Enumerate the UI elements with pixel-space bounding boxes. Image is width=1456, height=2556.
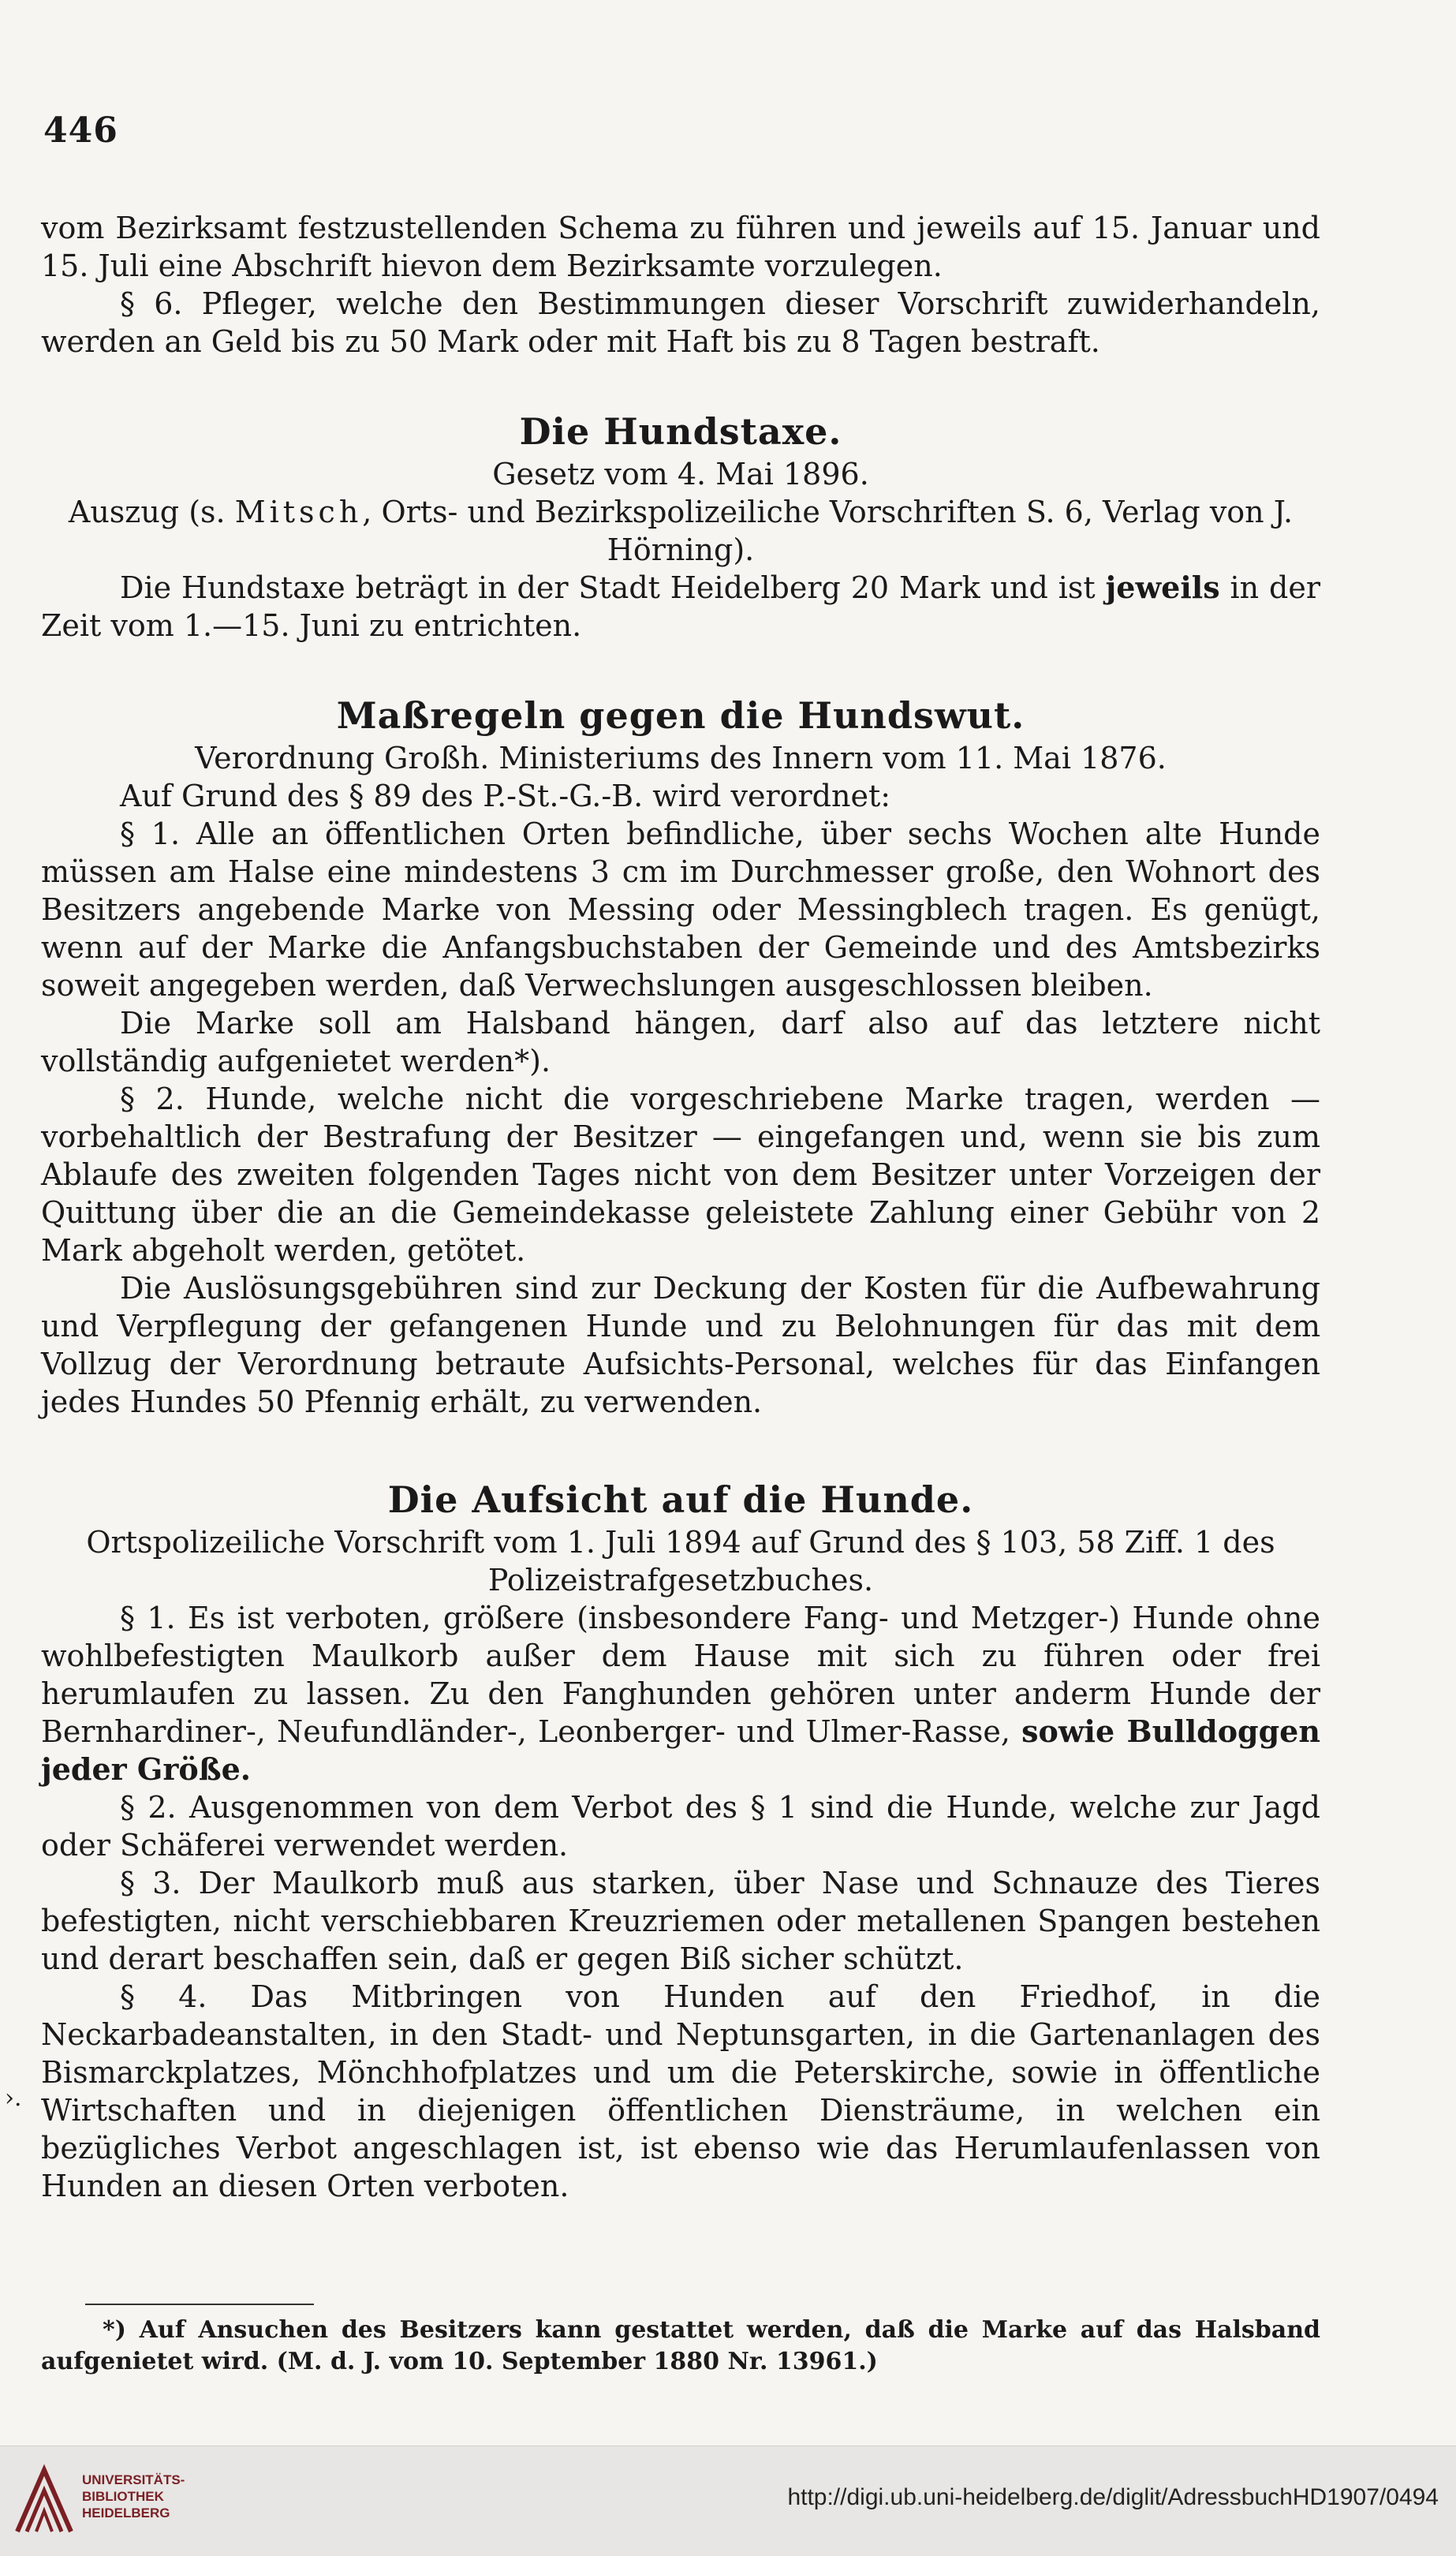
hundswut-p4: Die Auslösungsgebühren sind zur Deckung der Kosten für die Aufbewahrung und Verpflegung der gefangenen Hunde und zu Belohnungen für das mit dem Vollzug der Verordnung betraute Aufsichts-Personal, welches für das Einfangen jedes Hundes 50 Pfennig erhält, zu verwenden. xyxy=(41,1271,1320,1419)
paragraph-s6: § 6. Pfleger, welche den Bestimmungen dieser Vorschrift zuwiderhandeln, werden an Geld bis zu 50 Mark oder mit Haft bis zu 8 Tagen bestraft. xyxy=(41,286,1320,359)
viewer-footer xyxy=(0,2446,1456,2556)
library-logo-icon xyxy=(13,2462,76,2538)
university-library-logo[interactable] xyxy=(13,2462,76,2538)
library-name-line3: HEIDELBERG xyxy=(82,2506,170,2520)
library-name[interactable] xyxy=(82,2472,185,2521)
hundstaxe-text xyxy=(41,569,1320,645)
library-name-line2: BIBLIOTHEK xyxy=(82,2489,164,2504)
section-title-hundstaxe: Die Hundstaxe. xyxy=(519,410,842,453)
aufsicht-p1 xyxy=(41,1599,1320,1788)
footnote-rule xyxy=(85,2304,314,2305)
intro-paragraph: vom Bezirksamt festzustellenden Schema zu führen und jeweils auf 15. Januar und 15. Juli eine Abschrift hievon dem Bezirksamte vorzulegen. xyxy=(41,211,1320,283)
excerpt-prefix: Auszug (s. xyxy=(68,495,235,529)
hundstaxe-text-bold: jeweils xyxy=(1105,570,1220,605)
footnote xyxy=(41,2315,1320,2378)
document-url-link[interactable]: http://digi.ub.uni-heidelberg.de/diglit/AdressbuchHD1907/0494 xyxy=(787,2484,1439,2510)
hundstaxe-law: Gesetz vom 4. Mai 1896. xyxy=(492,457,869,491)
margin-mark: ›. xyxy=(5,2084,22,2112)
hundstaxe-text-a: Die Hundstaxe beträgt in der Stadt Heidelberg 20 Mark und ist xyxy=(120,570,1106,605)
page-number: 446 xyxy=(43,110,118,151)
section-title-aufsicht: Die Aufsicht auf die Hunde. xyxy=(387,1478,974,1521)
aufsicht-p3: § 3. Der Maulkorb muß aus starken, über Nase und Schnauze des Tieres befestigten, nicht verschiebbaren Kreuzriemen oder metallenen Spangen bestehen und derart beschaffen sein, daß er gegen Biß sicher schützt. xyxy=(41,1866,1320,1976)
aufsicht-p1-text: § 1. Es ist verboten, größere (insbesondere Fang- und Metzger-) Hunde ohne wohlbefestigten Maulkorb außer dem Hause mit sich zu führen oder frei herumlaufen zu lassen. Zu den Fanghunden gehören unter anderm Hunde der Bernhardiner-, Neufundländer-, Leonberger- und Ulmer-Rasse, xyxy=(41,1601,1320,1749)
excerpt-author: Mitsch xyxy=(234,495,363,529)
hundswut-decree: Verordnung Großh. Ministeriums des Innern vom 11. Mai 1876. xyxy=(195,741,1167,775)
hundstaxe-excerpt xyxy=(41,493,1320,569)
excerpt-suffix: , Orts- und Bezirkspolizeiliche Vorschriften S. 6, Verlag von J. Hörning). xyxy=(362,495,1294,567)
aufsicht-p2: § 2. Ausgenommen von dem Verbot des § 1 sind die Hunde, welche zur Jagd oder Schäferei verwendet werden. xyxy=(41,1790,1320,1863)
library-name-line1: UNIVERSITÄTS- xyxy=(82,2472,185,2487)
page-body xyxy=(41,209,1320,2205)
aufsicht-p1-bold: sowie Bulldoggen jeder Größe. xyxy=(41,1713,1320,1787)
hundswut-p3: § 2. Hunde, welche nicht die vorgeschriebene Marke tragen, werden — vorbehaltlich der Bestrafung der Besitzer — eingefangen und, wenn sie bis zum Ablaufe des zweiten folgenden Tages nicht von dem Besitzer unter Vorzeigen der Quittung über die an die Gemeindekasse geleistete Zahlung einer Gebühr von 2 Mark abgeholt werden, getötet. xyxy=(41,1082,1320,1268)
hundswut-p2: Die Marke soll am Halsband hängen, darf also auf das letztere nicht vollständig aufgenietet werden*). xyxy=(41,1006,1320,1078)
hundswut-p1: § 1. Alle an öffentlichen Orten befindliche, über sechs Wochen alte Hunde müssen am Halse eine mindestens 3 cm im Durchmesser große, den Wohnort des Besitzers angebende Marke von Messing oder Messingblech tragen. Es genügt, wenn auf der Marke die Anfangsbuchstaben der Gemeinde und des Amtsbezirks soweit angegeben werden, daß Verwechslungen ausgeschlossen bleiben. xyxy=(41,816,1320,1003)
footnote-text: *) Auf Ansuchen des Besitzers kann gestattet werden, daß die Marke auf das Halsband aufgenietet wird. (M. d. J. vom 10. September 1880 Nr. 13961.) xyxy=(41,2316,1320,2375)
aufsicht-p4: § 4. Das Mitbringen von Hunden auf den Friedhof, in die Neckarbadeanstalten, in den Stadt- und Neptunsgarten, in die Gartenanlagen des Bismarckplatzes, Mönchhofplatzes und um die Peterskirche, sowie in öffentliche Wirtschaften und in diejenigen öffentlichen Diensträume, in welchen ein bezügliches Verbot angeschlagen ist, ist ebenso wie das Herumlaufenlassen von Hunden an diesen Orten verboten. xyxy=(41,1979,1320,2203)
hundswut-intro: Auf Grund des § 89 des P.-St.-G.-B. wird verordnet: xyxy=(120,779,891,813)
section-title-hundswut: Maßregeln gegen die Hundswut. xyxy=(336,694,1025,737)
hundstaxe-text-c: in der Zeit vom 1.—15. Juni zu entrichten. xyxy=(41,570,1320,643)
aufsicht-rule: Ortspolizeiliche Vorschrift vom 1. Juli 1894 auf Grund des § 103, 58 Ziff. 1 des Polizeistrafgesetzbuches. xyxy=(86,1525,1275,1598)
